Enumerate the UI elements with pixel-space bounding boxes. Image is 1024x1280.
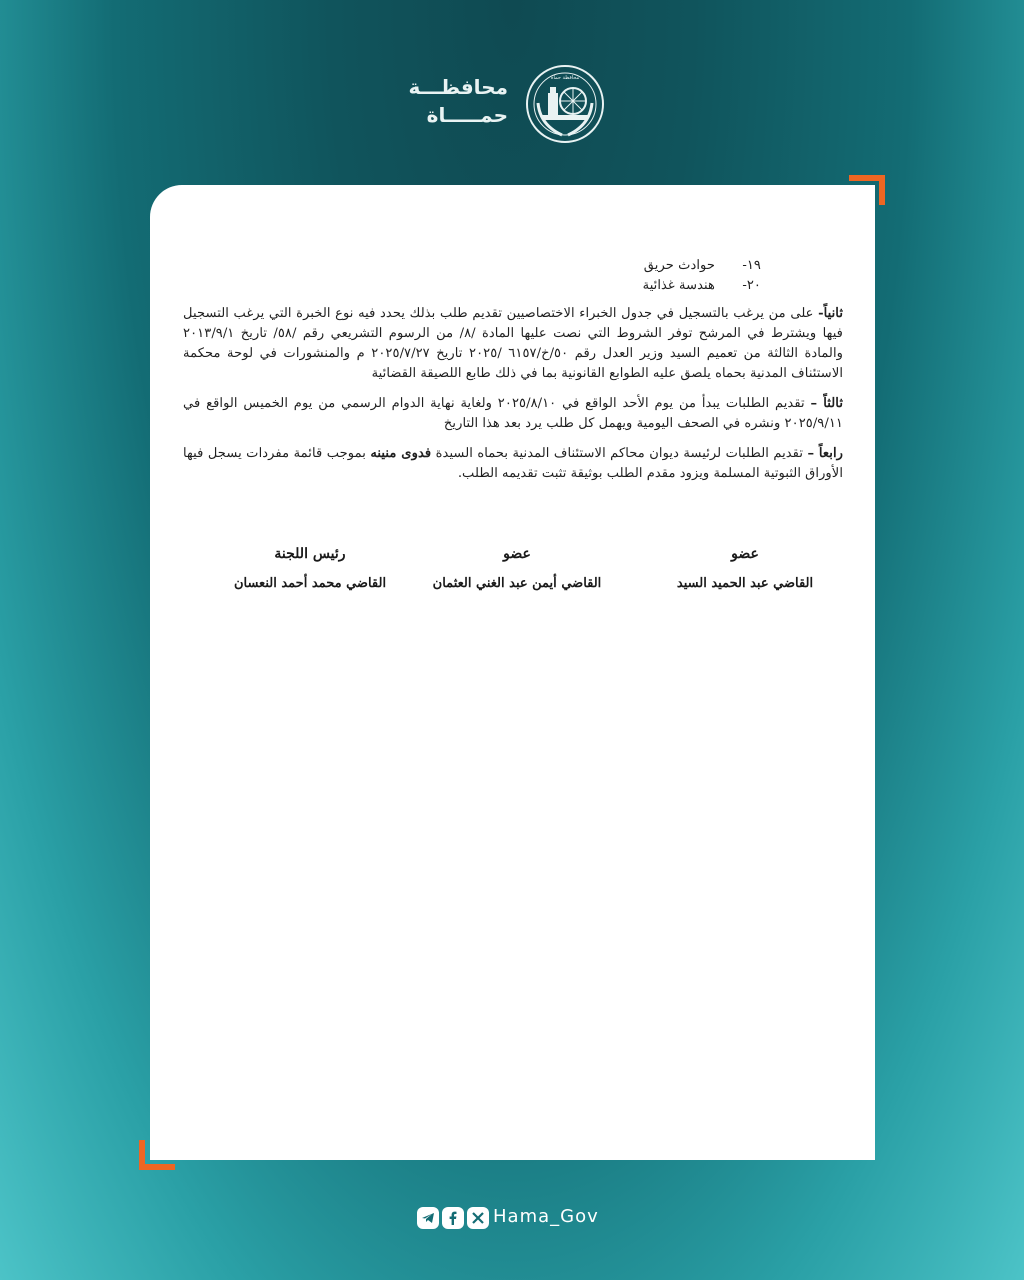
list-item-text: هندسة غذائية bbox=[642, 278, 715, 293]
paragraph-text: تقديم الطلبات يبدأ من يوم الأحد الواقع في ٢٠٢٥/٨/١٠ ولغاية نهاية الدوام الرسمي من يوم الخميس الواقع في ٢٠٢٥/٩/١١ ونشره في الصحف اليومية ويهمل كل طلب يرد بعد هذا التاريخ bbox=[183, 396, 843, 431]
list-item bbox=[183, 276, 761, 296]
footer bbox=[0, 1204, 1024, 1234]
signature-block bbox=[412, 546, 622, 591]
paragraph-bold-name: فدوى منينه bbox=[370, 446, 432, 461]
list-item-number: ٢٠- bbox=[742, 278, 761, 293]
paragraph-third bbox=[183, 394, 843, 434]
governorate-title bbox=[408, 73, 508, 129]
paragraph-second bbox=[183, 304, 843, 384]
facebook-icon[interactable] bbox=[442, 1207, 464, 1229]
paragraph-label: ثالثاً – bbox=[810, 396, 843, 411]
numbered-list bbox=[183, 256, 843, 296]
corner-accent-bottom-left bbox=[139, 1140, 175, 1170]
paragraph-text: على من يرغب بالتسجيل في جدول الخبراء الاختصاصيين تقديم طلب بذلك يحدد فيه نوع الخبرة التي يرغب التسجيل فيها ويشترط في المرشح توفر الشروط التي نصت عليها المادة /٨/ من الرسوم التشريعي رقم /٥٨/ تاريخ ٢٠١٣/٩/١ والمادة الثالثة من تعميم السيد وزير العدل رقم ٥٠/خ/٦١٥٧ /٢٠٢٥ تاريخ ٢٠٢٥/٧/٢٧ م والمنشورات في لوحة محكمة الاستئناف المدنية بحماه يلصق عليه الطوابع القانونية بما في ذلك طابع اللصيقة القضائية bbox=[183, 306, 843, 381]
title-line-2: حمـــــاة bbox=[426, 103, 508, 127]
social-handle[interactable]: Hama_Gov bbox=[493, 1206, 599, 1227]
emblem-caption: محافظة حماة bbox=[550, 75, 580, 81]
paragraph-fourth bbox=[183, 444, 843, 484]
paragraph-label: ثانياً- bbox=[818, 306, 843, 321]
signature-name: القاضي عبد الحميد السيد bbox=[676, 576, 814, 591]
signature-block bbox=[640, 546, 850, 591]
telegram-icon[interactable] bbox=[417, 1207, 439, 1229]
paragraph-label: رابعاً – bbox=[807, 446, 843, 461]
social-icons bbox=[417, 1207, 489, 1229]
signature-name: القاضي أيمن عبد الغني العثمان bbox=[432, 576, 602, 591]
title-line-1: محافظـــة bbox=[408, 75, 508, 99]
signature-role: عضو bbox=[731, 546, 759, 562]
x-icon[interactable] bbox=[467, 1207, 489, 1229]
paragraph-text: بموجب قائمة مفردات يسجل فيها الأوراق الثبوتية المسلمة ويزود مقدم الطلب بوثيقة تثبت تقديمه الطلب. bbox=[183, 446, 843, 481]
document-body bbox=[183, 256, 843, 494]
list-item bbox=[183, 256, 761, 276]
list-item-number: ١٩- bbox=[742, 258, 761, 273]
signature-name: القاضي محمد أحمد النعسان bbox=[233, 576, 387, 591]
paragraph-text: تقديم الطلبات لرئيسة ديوان محاكم الاستئناف المدنية بحماه السيدة bbox=[431, 446, 808, 461]
header bbox=[0, 55, 1024, 155]
hama-emblem-icon bbox=[524, 63, 606, 145]
signature-block bbox=[205, 546, 415, 591]
signature-role: عضو bbox=[503, 546, 531, 562]
signature-role: رئيس اللجنة bbox=[274, 546, 346, 562]
list-item-text: حوادث حريق bbox=[643, 258, 715, 273]
